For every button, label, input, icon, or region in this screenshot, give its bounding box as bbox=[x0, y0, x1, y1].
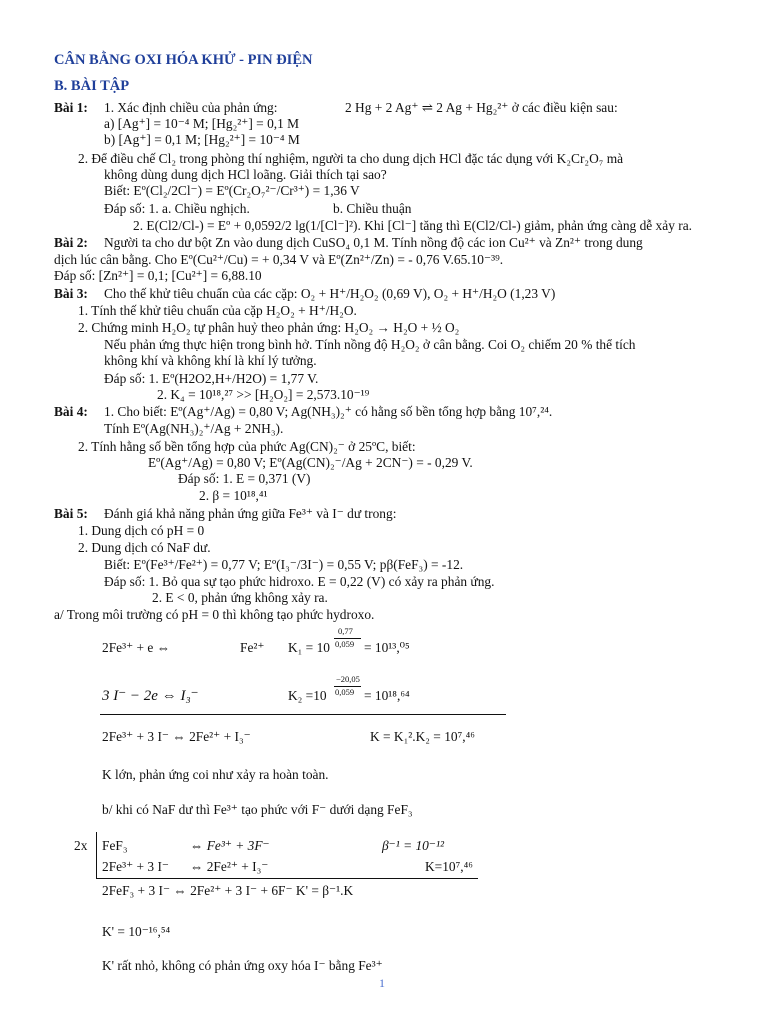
exercise-1-question-2b: không dùng dung dịch HCl loãng. Giải thích tại sao? bbox=[104, 167, 387, 182]
step-2-products: ⇔ 2Fe²⁺ + I₃⁻ bbox=[190, 859, 269, 874]
reaction-2-k-value: = 10¹⁸,⁶⁴ bbox=[364, 688, 410, 703]
multiplier: 2x bbox=[74, 838, 88, 853]
exercise-1-answer-1: Đáp số: 1. a. Chiều nghịch. bbox=[104, 201, 250, 216]
exercise-1-question-1: 1. Xác định chiều của phản ứng: bbox=[104, 100, 278, 115]
step-1-products: ⇔ Fe³⁺ + 3F⁻ bbox=[190, 838, 270, 853]
exercise-2-line-2: dịch lúc cân bằng. Cho Eº(Cu²⁺/Cu) = + 0,34 V và Eº(Zn²⁺/Zn) = - 0,76 V.65.10⁻³⁹. bbox=[54, 252, 504, 267]
exercise-3-answer-1: Đáp số: 1. Eº(H2O2,H+/H2O) = 1,77 V. bbox=[104, 371, 319, 386]
exercise-5-label: Bài 5: bbox=[54, 506, 88, 521]
reaction-2-exponent-denominator: 0,059 bbox=[335, 687, 355, 697]
exercise-1-case-a: a) [Ag⁺] = 10⁻⁴ M; [Hg₂²⁺] = 0,1 M bbox=[104, 116, 300, 131]
exercise-4-line-3: 2. Tính hằng số bền tổng hợp của phức Ag(CN)₂⁻ ở 25ºC, biết: bbox=[78, 439, 416, 454]
exercise-2-label: Bài 2: bbox=[54, 235, 88, 250]
exercise-5-answer-1: Đáp số: 1. Bỏ qua sự tạo phức hidroxo. E = 0,22 (V) có xảy ra phản ứng. bbox=[104, 574, 495, 589]
exercise-5-line-4: Biết: Eº(Fe³⁺/Fe²⁺) = 0,77 V; Eº(I₃⁻/3I⁻) = 0,55 V; pβ(FeF₃) = -12. bbox=[104, 557, 464, 572]
exercise-1-answer-1b: b. Chiều thuận bbox=[333, 201, 412, 216]
exercise-5-answer-2: 2. E < 0, phản ứng không xảy ra. bbox=[152, 590, 328, 605]
step-2-left: 2Fe³⁺ + 3 I⁻ bbox=[102, 859, 169, 874]
exercise-4-line-4: Eº(Ag⁺/Ag) = 0,80 V; Eº(Ag(CN)₂⁻/Ag + 2CN⁻) = - 0,29 V. bbox=[148, 455, 473, 470]
exercise-4-line-1: 1. Cho biết: Eº(Ag⁺/Ag) = 0,80 V; Ag(NH₃)₂⁺ có hằng số bền tổng hợp bằng 10⁷,²⁴. bbox=[104, 404, 553, 419]
document-title: CÂN BẰNG OXI HÓA KHỬ - PIN ĐIỆN bbox=[54, 52, 313, 68]
reaction-1-exponent-numerator: 0,77 bbox=[338, 626, 353, 636]
step-1-left: FeF₃ bbox=[102, 838, 128, 853]
reaction-2-exponent-numerator: −20,05 bbox=[336, 674, 360, 684]
section-heading: B. BÀI TẬP bbox=[54, 78, 130, 94]
sum-line-a bbox=[100, 714, 506, 715]
exercise-3-answer-2: 2. K₄ = 10¹⁸,²⁷ >> [H₂O₂] = 2,573.10⁻¹⁹ bbox=[157, 387, 370, 402]
step-2-constant: K=10⁷,⁴⁶ bbox=[425, 859, 473, 874]
reaction-1-k-value: = 10¹³,⁰⁵ bbox=[364, 640, 410, 655]
step-1-constant: β⁻¹ = 10⁻¹² bbox=[382, 838, 444, 853]
solution-a-conclusion: K lớn, phản ứng coi như xảy ra hoàn toàn. bbox=[102, 767, 329, 782]
page-number: 1 bbox=[379, 976, 385, 990]
reaction-2-left: 3 I⁻ − 2e ⇔ I₃⁻ bbox=[102, 688, 199, 704]
reaction-3-k: K = K₁².K₂ = 10⁷,⁴⁶ bbox=[370, 729, 475, 744]
solution-b-intro: b/ khi có NaF dư thì Fe³⁺ tạo phức với F⁻ dưới dạng FeF₃ bbox=[102, 802, 413, 817]
exercise-5-line-3: 2. Dung dịch có NaF dư. bbox=[78, 540, 211, 555]
exercise-3-line-2: 1. Tính thế khử tiêu chuẩn của cặp H₂O₂ + H⁺/H₂O. bbox=[78, 303, 357, 318]
final-conclusion: K' rất nhỏ, không có phản ứng oxy hóa I⁻ bằng Fe³⁺ bbox=[102, 958, 383, 973]
exercise-1-given: Biết: Eº(Cl₂/2Cl⁻) = Eº(Cr₂O₇²⁻/Cr³⁺) = 1,36 V bbox=[104, 183, 360, 198]
exercise-5-line-1: Đánh giá khả năng phản ứng giữa Fe³⁺ và I⁻ dư trong: bbox=[104, 506, 397, 521]
sum-line-b bbox=[96, 878, 478, 879]
exercise-3-line-1: Cho thế khử tiêu chuẩn của các cặp: O₂ + H⁺/H₂O₂ (0,69 V), O₂ + H⁺/H₂O (1,23 V) bbox=[104, 286, 556, 301]
bracket-line bbox=[96, 832, 97, 878]
exercise-2-line-1: Người ta cho dư bột Zn vào dung dịch CuSO₄ 0,1 M. Tính nồng độ các ion Cu²⁺ và Zn²⁺ trong dung bbox=[104, 235, 643, 250]
exercise-3-line-4: Nếu phản ứng thực hiện trong bình hở. Tính nồng độ H₂O₂ ở cân bằng. Coi O₂ chiếm 20 % thể tích bbox=[104, 337, 636, 352]
exercise-1-question-2a: 2. Để điều chế Cl₂ trong phòng thí nghiệm, người ta cho dung dịch HCl đặc tác dụng với K₂Cr₂O₇ mà bbox=[78, 151, 624, 166]
k-prime-value: K' = 10⁻¹⁶,⁵⁴ bbox=[102, 924, 171, 939]
solution-a-heading: a/ Trong môi trường có pH = 0 thì không tạo phức hydroxo. bbox=[54, 607, 375, 622]
reaction-1-exponent-denominator: 0,059 bbox=[335, 639, 355, 649]
reaction-3-left: 2Fe³⁺ + 3 I⁻ ⇔ 2Fe²⁺ + I₃⁻ bbox=[102, 729, 251, 744]
exercise-3-label: Bài 3: bbox=[54, 286, 88, 301]
exercise-2-answer: Đáp số: [Zn²⁺] = 0,1; [Cu²⁺] = 6,88.10 bbox=[54, 268, 262, 283]
exercise-1-case-b: b) [Ag⁺] = 0,1 M; [Hg₂²⁺] = 10⁻⁴ M bbox=[104, 132, 300, 147]
step-3-overall: 2FeF₃ + 3 I⁻ ⇔ 2Fe²⁺ + 3 I⁻ + 6F⁻ K' = β⁻¹.K bbox=[102, 883, 354, 898]
exercise-4-line-2: Tính Eº(Ag(NH₃)₂⁺/Ag + 2NH₃). bbox=[104, 421, 284, 436]
reaction-1-left: 2Fe³⁺ + e ⇔ bbox=[102, 640, 171, 655]
exercise-3-line-5: không khí và không khí là khí lý tưởng. bbox=[104, 353, 317, 368]
reaction-2-k: K₂ =10 bbox=[288, 688, 327, 703]
exercise-5-line-2: 1. Dung dịch có pH = 0 bbox=[78, 523, 205, 538]
exercise-1-reaction: 2 Hg + 2 Ag⁺ ⇌ 2 Ag + Hg₂²⁺ ở các điều kiện sau: bbox=[345, 100, 618, 115]
exercise-4-label: Bài 4: bbox=[54, 404, 88, 419]
reaction-1-product: Fe²⁺ bbox=[240, 640, 265, 655]
exercise-4-answer-2: 2. β = 10¹⁸,⁴¹ bbox=[199, 488, 268, 503]
reaction-1-k: K₁ = 10 bbox=[288, 640, 330, 655]
exercise-3-line-3: 2. Chứng minh H₂O₂ tự phân huỷ theo phản ứng: H₂O₂ → H₂O + ½ O₂ bbox=[78, 320, 460, 335]
exercise-1-answer-2: 2. E(Cl2/Cl-) = Eº + 0,0592/2 lg(1/[Cl⁻]²). Khi [Cl⁻] tăng thì E(Cl2/Cl-) giảm, phản ứng càng dễ xảy ra. bbox=[133, 218, 692, 233]
exercise-1-label: Bài 1: bbox=[54, 100, 88, 115]
exercise-4-answer-1: Đáp số: 1. E = 0,371 (V) bbox=[178, 471, 311, 486]
